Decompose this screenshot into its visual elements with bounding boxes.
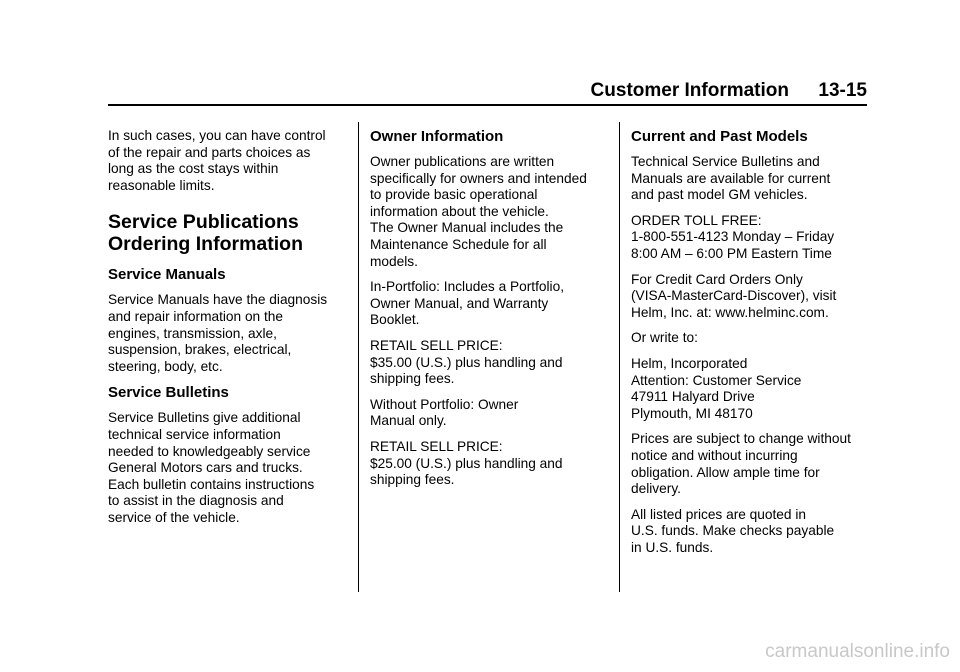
models-paragraph-3: For Credit Card Orders Only (VISA-MasterCard-Discover), visit Helm, Inc. at: www.helminc.com. — [631, 271, 837, 320]
models-paragraph-4: Or write to: — [631, 330, 698, 346]
column-right — [631, 128, 871, 565]
column-left — [108, 128, 348, 536]
service-publications-heading: Service Publications Ordering Information — [108, 211, 303, 256]
section-title: Customer Information — [590, 80, 789, 101]
models-paragraph-7: All listed prices are quoted in U.S. funds. Make checks payable in U.S. funds. — [631, 506, 835, 555]
service-bulletins-text: Service Bulletins give additional technical service information needed to knowledgeably service General Motors cars and trucks. Each bulletin contains instructions to assist in the diagnosis and service of the vehicle. — [108, 410, 315, 525]
owner-info-paragraph-3: RETAIL SELL PRICE: $35.00 (U.S.) plus handling and shipping fees. — [370, 337, 563, 387]
owner-info-paragraph-5: RETAIL SELL PRICE: $25.00 (U.S.) plus handling and shipping fees. — [370, 438, 563, 488]
service-manuals-text: Service Manuals have the diagnosis and repair information on the engines, transmission, axle, suspension, brakes, electrical, steering, body, etc. — [108, 292, 328, 374]
current-past-models-heading: Current and Past Models — [631, 128, 808, 145]
models-paragraph-5: Helm, Incorporated Attention: Customer Service 47911 Halyard Drive Plymouth, MI 48170 — [631, 355, 802, 421]
models-paragraph-6: Prices are subject to change without notice and without incurring obligation. Allow ample time for delivery. — [631, 431, 851, 497]
intro-paragraph: In such cases, you can have control of the repair and parts choices as long as the cost stays within reasonable limits. — [108, 128, 326, 193]
owner-info-paragraph-1: Owner publications are written specifically for owners and intended to provide basic operational information about the vehicle. The Owner Manual includes the Maintenance Schedule for all models. — [370, 154, 587, 269]
column-divider-right — [619, 122, 620, 592]
page-number: 13-15 — [818, 80, 867, 101]
page-header — [108, 80, 867, 106]
models-paragraph-1: Technical Service Bulletins and Manuals are available for current and past model GM vehicles. — [631, 154, 831, 203]
owner-info-paragraph-2: In-Portfolio: Includes a Portfolio, Owner Manual, and Warranty Booklet. — [370, 279, 565, 328]
column-divider-left — [358, 122, 359, 592]
owner-info-paragraph-4: Without Portfolio: Owner Manual only. — [370, 396, 519, 429]
service-manuals-heading: Service Manuals — [108, 266, 226, 284]
models-paragraph-2: ORDER TOLL FREE: 1-800-551-4123 Monday – Friday 8:00 AM – 6:00 PM Eastern Time — [631, 212, 835, 261]
column-middle — [370, 128, 610, 498]
owner-information-heading: Owner Information — [370, 128, 504, 145]
service-bulletins-heading: Service Bulletins — [108, 384, 229, 402]
watermark-text: carmanualsonline.info — [765, 641, 950, 662]
